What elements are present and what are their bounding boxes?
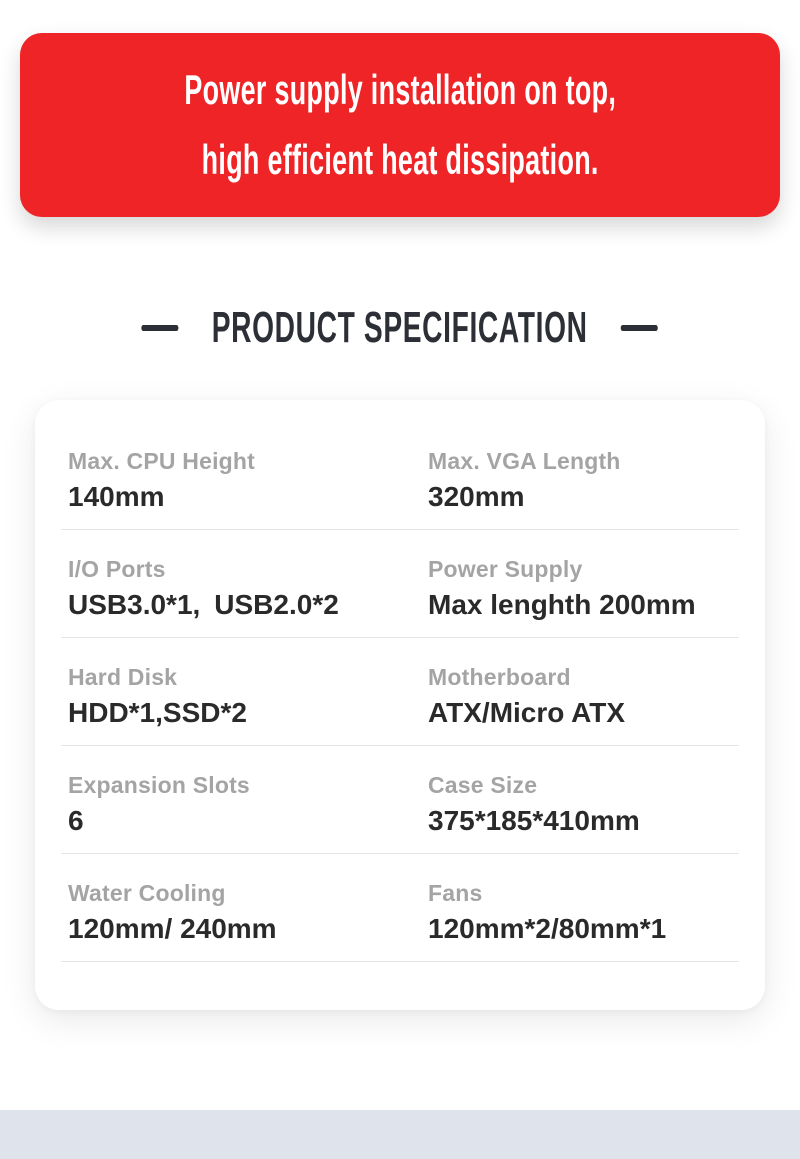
spec-cell	[68, 880, 428, 944]
spec-value: Max lenghth 200mm	[428, 589, 696, 620]
spec-row	[61, 422, 739, 530]
spec-cell	[68, 772, 428, 836]
spec-value: ATX/Micro ATX	[428, 697, 626, 728]
dash-left-icon	[142, 325, 179, 331]
spec-label: Max. VGA Length	[428, 448, 621, 474]
bottom-strip	[0, 1110, 800, 1159]
section-title: PRODUCT SPECIFICATION	[212, 303, 588, 352]
spec-value: 6	[68, 805, 84, 836]
spec-label: Case Size	[428, 772, 538, 798]
spec-cell	[428, 556, 732, 620]
spec-label: Max. CPU Height	[68, 448, 256, 474]
spec-cell	[68, 664, 428, 728]
spec-row	[61, 638, 739, 746]
spec-value: 140mm	[68, 481, 165, 512]
spec-cell	[428, 772, 732, 836]
spec-cell	[428, 880, 732, 944]
spec-card	[35, 400, 765, 1010]
spec-row	[61, 854, 739, 962]
dash-right-icon	[621, 325, 658, 331]
spec-label: Motherboard	[428, 664, 571, 690]
spec-label: Power Supply	[428, 556, 583, 582]
spec-label: Fans	[428, 880, 483, 906]
banner-text-line1: Power supply installation on top,	[184, 66, 616, 113]
spec-row	[61, 746, 739, 854]
spec-value: USB3.0*1, USB2.0*2	[68, 589, 339, 620]
spec-value: 120mm/ 240mm	[68, 913, 277, 944]
spec-label: Hard Disk	[68, 664, 178, 690]
spec-cell	[428, 448, 732, 512]
banner-line-2	[90, 125, 710, 195]
spec-label: Water Cooling	[68, 880, 226, 906]
section-heading	[0, 300, 800, 356]
spec-label: Expansion Slots	[68, 772, 250, 798]
banner-text-line2: high efficient heat dissipation.	[201, 136, 599, 183]
spec-value: 320mm	[428, 481, 525, 512]
spec-cell	[68, 448, 428, 512]
spec-row	[61, 530, 739, 638]
banner-line-1	[63, 55, 738, 125]
spec-value: 120mm*2/80mm*1	[428, 913, 667, 944]
spec-value: 375*185*410mm	[428, 805, 640, 836]
spec-cell	[68, 556, 428, 620]
spec-label: I/O Ports	[68, 556, 166, 582]
spec-value: HDD*1,SSD*2	[68, 697, 247, 728]
spec-cell	[428, 664, 732, 728]
hero-banner	[20, 33, 780, 217]
